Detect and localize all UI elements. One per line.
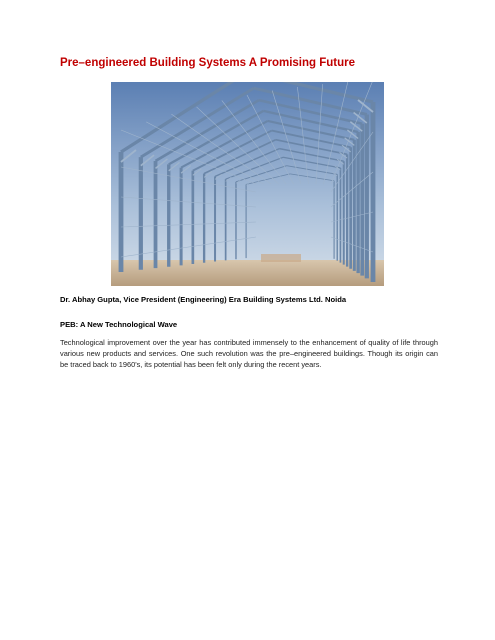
document-title: Pre–engineered Building Systems A Promising Future xyxy=(60,57,356,69)
section-heading: PEB: A New Technological Wave xyxy=(60,320,178,329)
author-byline: Dr. Abhay Gupta, Vice President (Engineering) Era Building Systems Ltd. Noida xyxy=(60,295,347,304)
body-paragraph: Technological improvement over the year has contributed immensely to the enhancement of quality of life through various new products and services. One such revolution was the pre–engineered buildings. Though its origin can be traced back to 1960's, its potential has been felt only during the recent years. xyxy=(60,338,438,370)
building-frame-photo xyxy=(111,82,384,286)
